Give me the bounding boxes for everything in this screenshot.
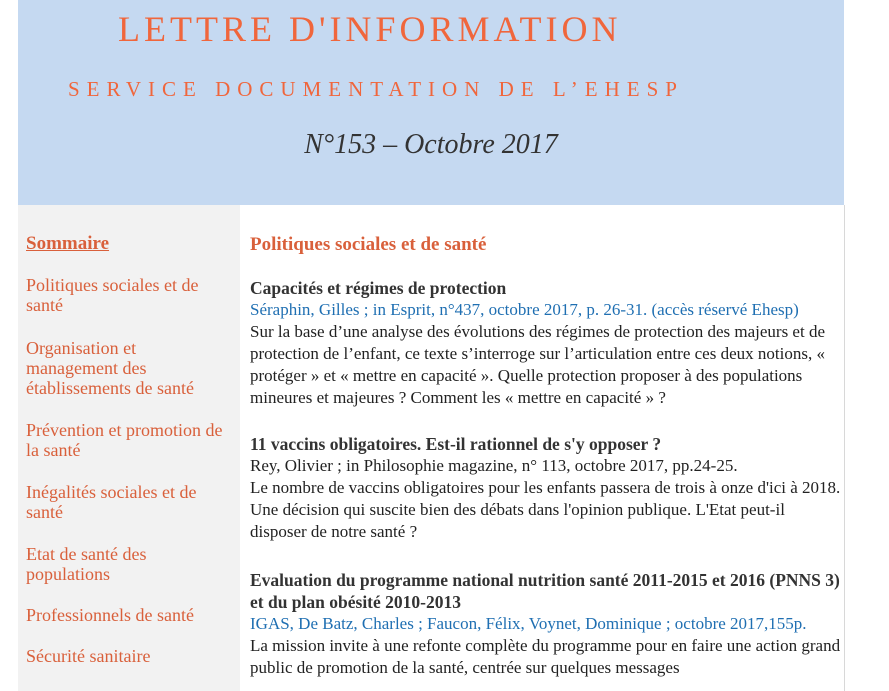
article-title: Evaluation du programme national nutrition santé 2011-2015 et 2016 (PNNS 3) et du plan obésité 2010-2013 xyxy=(250,570,840,612)
sidebar-item-professionnels-de-sante[interactable]: Professionnels de santé xyxy=(26,605,194,625)
sidebar-item-organisation-management[interactable]: Organisation et management des établissements de santé xyxy=(26,338,194,398)
article-reference-link[interactable]: Séraphin, Gilles ; in Esprit, n°437, octobre 2017, p. 26-31. (accès réservé Ehesp) xyxy=(250,300,799,319)
article-title: Capacités et régimes de protection xyxy=(250,278,507,298)
sommaire-link[interactable]: Sommaire xyxy=(26,233,110,254)
article-summary: Sur la base d’une analyse des évolutions des régimes de protection des majeurs et de protection de l’enfant, ce texte s’interroge sur l’articulation entre ces deux notions, « protéger » et « mettre en capacité ». Quelle protection proposer à des populations mineures et majeures ? Comment les « mettre en capacité » ? xyxy=(250,322,825,407)
article xyxy=(250,433,842,543)
section-title: Politiques sociales et de santé xyxy=(250,234,487,255)
issue-number: N°153 – Octobre 2017 xyxy=(304,129,558,160)
article-reference: Rey, Olivier ; in Philosophie magazine, n° 113, octobre 2017, pp.24-25. xyxy=(250,456,738,475)
article-title: 11 vaccins obligatoires. Est-il rationnel de s'y opposer ? xyxy=(250,434,662,454)
article-summary: Le nombre de vaccins obligatoires pour les enfants passera de trois à onze d'ici à 2018. Une décision qui suscite bien des débats dans l'opinion publique. L'Etat peut-il disposer de notre santé ? xyxy=(250,478,841,541)
article xyxy=(250,277,842,409)
article xyxy=(250,569,842,679)
sidebar-item-inegalites-sociales[interactable]: Inégalités sociales et de santé xyxy=(26,482,197,522)
sidebar xyxy=(18,205,240,691)
main-content xyxy=(240,205,845,691)
newsletter-header xyxy=(18,0,844,205)
sidebar-item-prevention-promotion[interactable]: Prévention et promotion de la santé xyxy=(26,420,223,460)
newsletter-title: LETTRE D'INFORMATION xyxy=(118,9,622,49)
sidebar-item-securite-sanitaire[interactable]: Sécurité sanitaire xyxy=(26,646,151,666)
article-reference-link[interactable]: IGAS, De Batz, Charles ; Faucon, Félix, Voynet, Dominique ; octobre 2017,155p. xyxy=(250,614,807,633)
newsletter-subtitle: SERVICE DOCUMENTATION DE L’EHESP xyxy=(68,77,684,101)
sidebar-item-etat-de-sante[interactable]: Etat de santé des populations xyxy=(26,544,147,584)
article-summary: La mission invite à une refonte complète du programme pour en faire une action grand public de promotion de la santé, centrée sur quelques messages xyxy=(250,636,841,677)
sidebar-item-politiques-sociales[interactable]: Politiques sociales et de santé xyxy=(26,275,199,315)
